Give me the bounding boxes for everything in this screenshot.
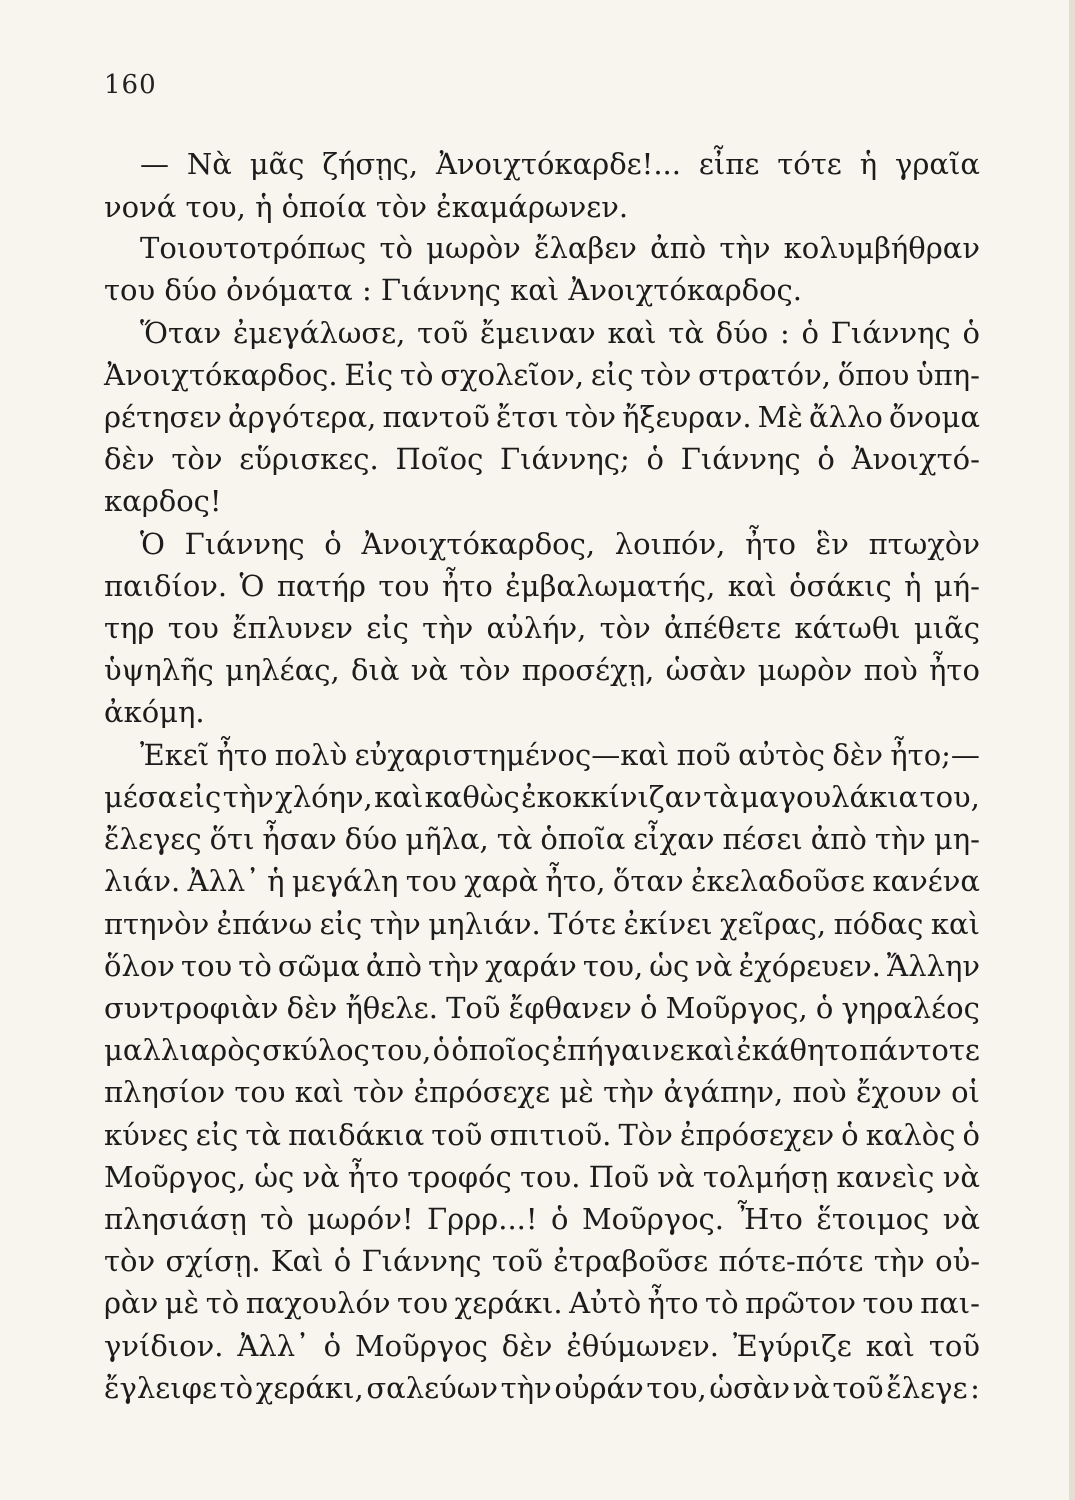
text-line: πτηνὸν ἐπάνω εἰς τὴν μηλιάν. Τότε ἐκίνει χεῖρας, πόδας καὶ [104, 907, 980, 941]
text-line: πλησίον του καὶ τὸν ἐπρόσεχε μὲ τὴν ἀγάπην, ποὺ ἔχουν οἱ [104, 1075, 980, 1109]
text-line: ρέτησεν ἀργότερα, παντοῦ ἔτσι τὸν ἤξευραν. Μὲ ἄλλο ὄνομα [104, 400, 980, 434]
text-line: ὅλον του τὸ σῶμα ἀπὸ τὴν χαράν του, ὡς νὰ ἐχόρευεν. Ἄλλην [104, 949, 980, 983]
text-line: Μοῦργος, ὡς νὰ ἦτο τροφός του. Ποῦ νὰ τολμήσῃ κανεὶς νὰ [104, 1160, 980, 1194]
text-line: πλησιάσῃ τὸ μωρόν! Γρρρ...! ὁ Μοῦργος. Ἦτο ἕτοιμος νὰ [104, 1202, 980, 1236]
text-line: τὸν σχίσῃ. Καὶ ὁ Γιάννης τοῦ ἐτραβοῦσε πότε-πότε τὴν οὐ- [104, 1244, 980, 1278]
text-line: Τοιουτοτρόπως τὸ μωρὸν ἔλαβεν ἀπὸ τὴν κολυμβήθραν [140, 231, 980, 265]
text-line: γνίδιον. Ἀλλ᾽ ὁ Μοῦργος δὲν ἐθύμωνεν. Ἐγύριζε καὶ τοῦ [104, 1329, 980, 1363]
text-line: δὲν τὸν εὕρισκες. Ποῖος Γιάννης; ὁ Γιάννης ὁ Ἀνοιχτό- [104, 442, 980, 476]
text-line: λιάν. Ἀλλ᾽ ἡ μεγάλη του χαρὰ ἦτο, ὅταν ἐκελαδοῦσε κανένα [104, 864, 980, 898]
text-line: ἔγλειφε τὸ χεράκι, σαλεύων τὴν οὐράν του, ὡσὰν νὰ τοῦ ἔλεγε : [104, 1371, 980, 1405]
text-line: μαλλιαρὸς σκύλος του, ὁ ὁποῖος ἐπήγαινε καὶ ἐκάθητο πάντοτε [104, 1033, 980, 1067]
text-line: τηρ του ἔπλυνεν εἰς τὴν αὐλήν, τὸν ἀπέθετε κάτωθι μιᾶς [104, 611, 980, 645]
text-line: συντροφιὰν δὲν ἤθελε. Τοῦ ἔφθανεν ὁ Μοῦργος, ὁ γηραλέος [104, 991, 980, 1025]
text-line: Ὁ Γιάννης ὁ Ἀνοιχτόκαρδος, λοιπόν, ἦτο ἓν πτωχὸν [140, 527, 980, 561]
page-number: 160 [104, 70, 157, 100]
text-line: κύνες εἰς τὰ παιδάκια τοῦ σπιτιοῦ. Τὸν ἐπρόσεχεν ὁ καλὸς ὁ [104, 1118, 980, 1152]
text-line: νονά του, ἡ ὁποία τὸν ἐκαμάρωνεν. [104, 190, 629, 224]
text-line: Ἀνοιχτόκαρδος. Εἰς τὸ σχολεῖον, εἰς τὸν στρατόν, ὅπου ὑπη- [104, 358, 980, 392]
text-line: μέσα εἰς τὴν χλόην, καὶ καθὼς ἐκοκκίνιζαν τὰ μαγουλάκια του, [104, 780, 980, 814]
page-edge [1069, 0, 1075, 1500]
text-line: παιδίον. Ὁ πατήρ του ἦτο ἐμβαλωματής, καὶ ὁσάκις ἡ μή- [104, 569, 980, 603]
text-line: ὑψηλῆς μηλέας, διὰ νὰ τὸν προσέχῃ, ὡσὰν μωρὸν ποὺ ἦτο [104, 653, 980, 687]
text-line: — Νὰ μᾶς ζήσῃς, Ἀνοιχτόκαρδε!... εἶπε τότε ἡ γραῖα [140, 147, 980, 181]
text-line: ἀκόμη. [104, 695, 205, 729]
text-line: ρὰν μὲ τὸ παχουλόν του χεράκι. Αὐτὸ ἦτο τὸ πρῶτον του παι- [104, 1286, 980, 1320]
text-line: Ἐκεῖ ἦτο πολὺ εὐχαριστημένος—καὶ ποῦ αὐτὸς δὲν ἦτο;— [140, 738, 980, 772]
text-line: Ὅταν ἐμεγάλωσε, τοῦ ἔμειναν καὶ τὰ δύο : ὁ Γιάννης ὁ [140, 316, 980, 350]
text-line: του δύο ὀνόματα : Γιάννης καὶ Ἀνοιχτόκαρδος. [104, 273, 803, 307]
text-line: ἔλεγες ὅτι ἦσαν δύο μῆλα, τὰ ὁποῖα εἶχαν πέσει ἀπὸ τὴν μη- [104, 822, 980, 856]
text-line: καρδος! [104, 484, 222, 518]
